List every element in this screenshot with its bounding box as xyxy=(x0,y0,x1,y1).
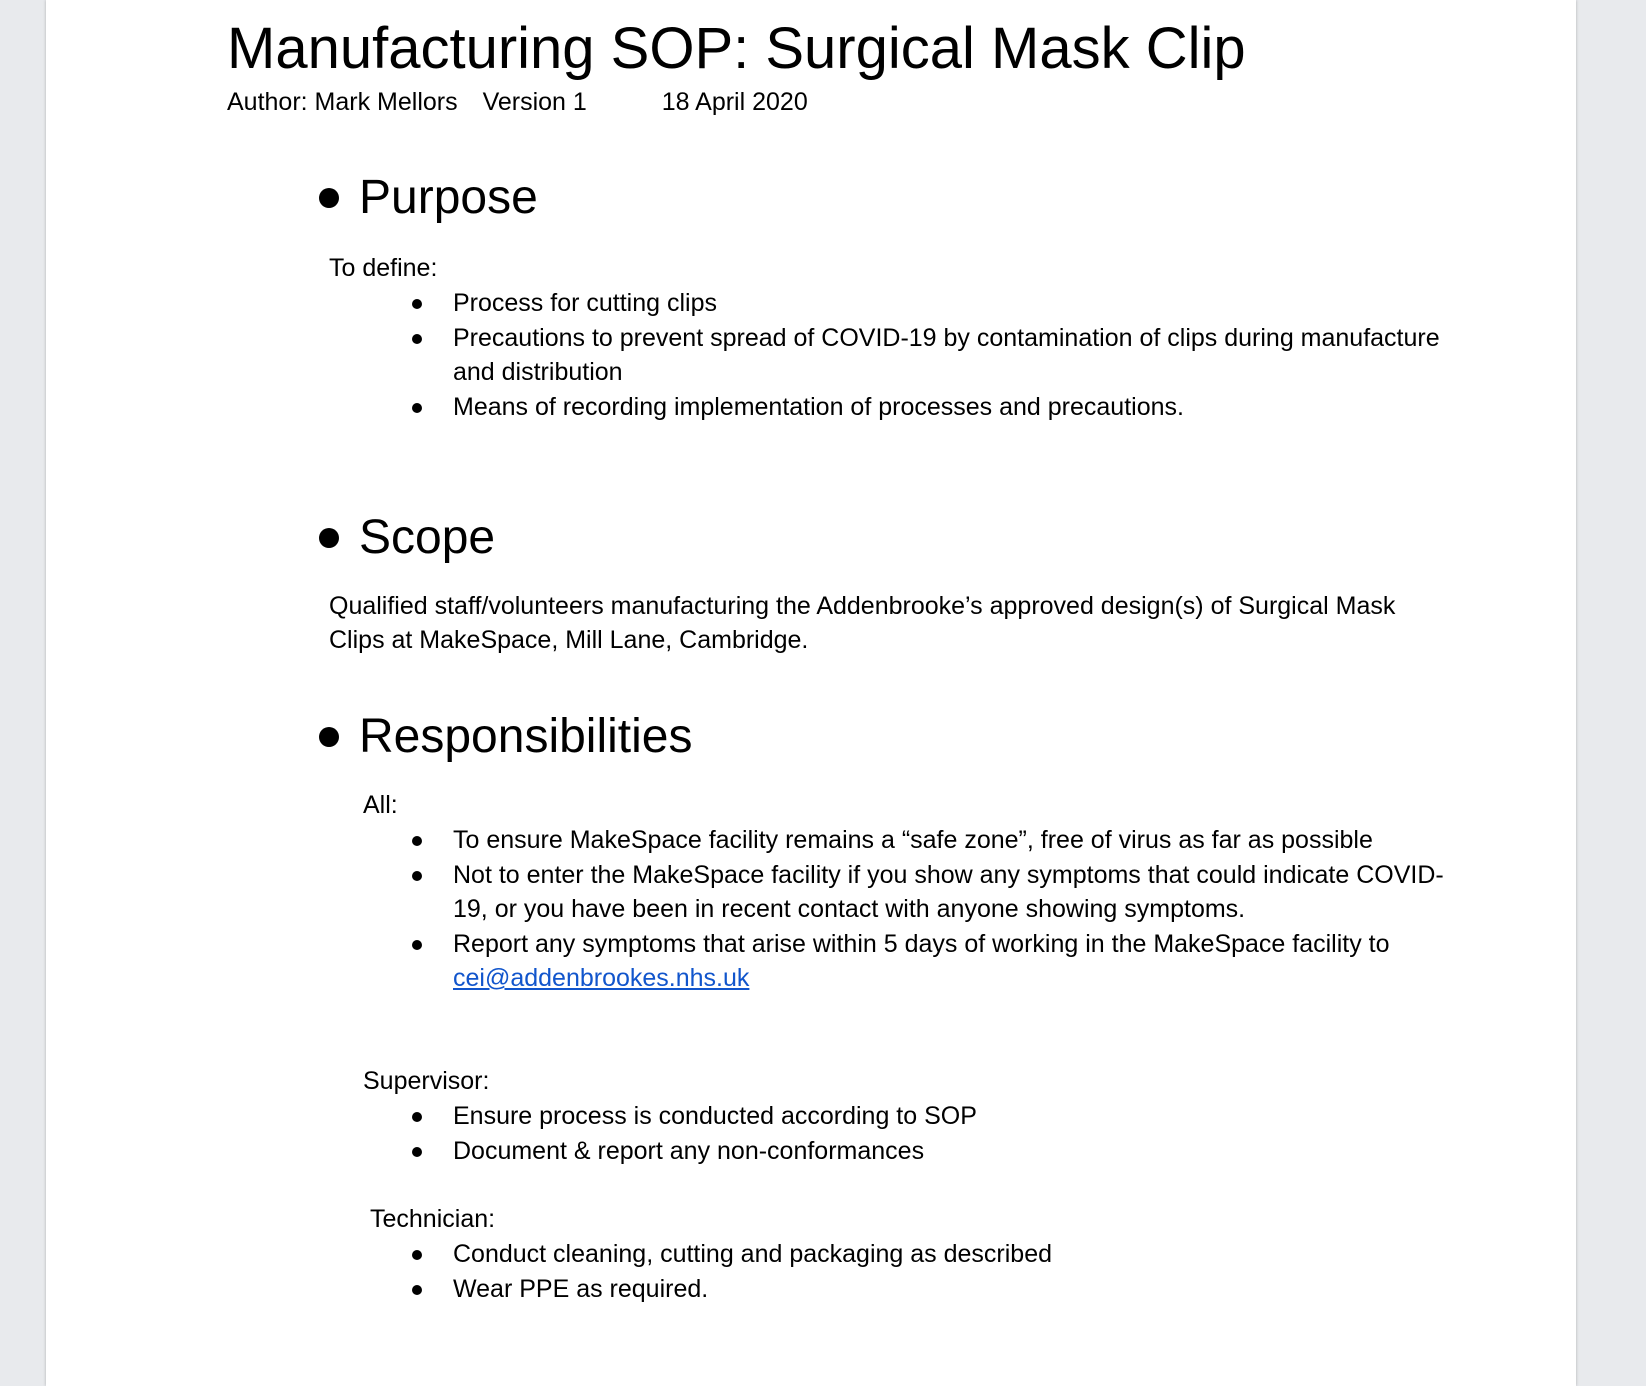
scope-heading xyxy=(319,511,496,564)
version-text: Version 1 xyxy=(482,88,587,116)
document-title: Manufacturing SOP: Surgical Mask Clip xyxy=(227,16,1246,81)
bullet-dot-icon xyxy=(319,528,339,548)
list-item xyxy=(407,286,1447,321)
bullet-dot-icon xyxy=(412,403,422,413)
date-text: 18 April 2020 xyxy=(661,88,808,116)
bullet-dot-icon xyxy=(412,940,422,950)
list-item xyxy=(407,321,1447,390)
list-item-text: Process for cutting clips xyxy=(453,289,717,317)
list-item-text: To ensure MakeSpace facility remains a “safe zone”, free of virus as far as possible xyxy=(453,826,1373,854)
list-item-text: Report any symptoms that arise within 5 days of working in the MakeSpace facility to xyxy=(453,929,1390,958)
all-list xyxy=(407,823,1447,996)
bullet-dot-icon xyxy=(412,871,422,881)
scope-heading-text: Scope xyxy=(359,511,496,564)
bullet-dot-icon xyxy=(412,1250,422,1260)
list-item-text: Document & report any non-conformances xyxy=(453,1136,925,1165)
purpose-heading xyxy=(319,171,538,224)
supervisor-list xyxy=(407,1099,1447,1168)
technician-list xyxy=(407,1237,1447,1306)
bullet-dot-icon xyxy=(412,299,422,309)
supervisor-label: Supervisor: xyxy=(363,1067,490,1095)
list-item xyxy=(407,390,1447,425)
bullet-dot-icon xyxy=(412,334,422,344)
purpose-heading-text: Purpose xyxy=(359,171,538,224)
author-text: Author: Mark Mellors xyxy=(227,88,458,116)
list-item xyxy=(407,1099,1447,1134)
list-item-text: Ensure process is conducted according to SOP xyxy=(453,1102,977,1130)
purpose-list xyxy=(407,286,1447,424)
list-item xyxy=(407,927,1447,996)
responsibilities-heading-text: Responsibilities xyxy=(359,710,693,763)
technician-label: Technician: xyxy=(370,1205,496,1233)
bullet-dot-icon xyxy=(319,727,339,747)
list-item xyxy=(407,858,1447,927)
bullet-dot-icon xyxy=(319,188,339,208)
list-item-text: Means of recording implementation of processes and precautions. xyxy=(453,392,1184,421)
email-link[interactable]: cei@addenbrookes.nhs.uk xyxy=(453,964,750,992)
purpose-intro: To define: xyxy=(329,254,438,282)
bullet-dot-icon xyxy=(412,1112,422,1122)
bullet-dot-icon xyxy=(412,1285,422,1295)
list-item xyxy=(407,1134,1447,1169)
responsibilities-heading xyxy=(319,710,693,763)
list-item-text: Wear PPE as required. xyxy=(453,1274,709,1303)
list-item xyxy=(407,1272,1447,1307)
scope-text: Qualified staff/volunteers manufacturing the Addenbrooke’s approved design(s) of Surgical Mask Clips at MakeSpace, Mill Lane, Cambridge. xyxy=(329,592,1396,654)
list-item xyxy=(407,823,1447,858)
bullet-dot-icon xyxy=(412,836,422,846)
list-item-text: Precautions to prevent spread of COVID-19 by contamination of clips during manufacture and distribution xyxy=(453,323,1440,386)
list-item xyxy=(407,1237,1447,1272)
list-item-text: Conduct cleaning, cutting and packaging as described xyxy=(453,1240,1053,1268)
all-label: All: xyxy=(363,791,398,819)
list-item-text: Not to enter the MakeSpace facility if you show any symptoms that could indicate COVID-19, or you have been in recent contact with anyone showing symptoms. xyxy=(453,860,1444,923)
bullet-dot-icon xyxy=(412,1147,422,1157)
document-page xyxy=(46,0,1576,1386)
document-meta xyxy=(227,88,808,117)
